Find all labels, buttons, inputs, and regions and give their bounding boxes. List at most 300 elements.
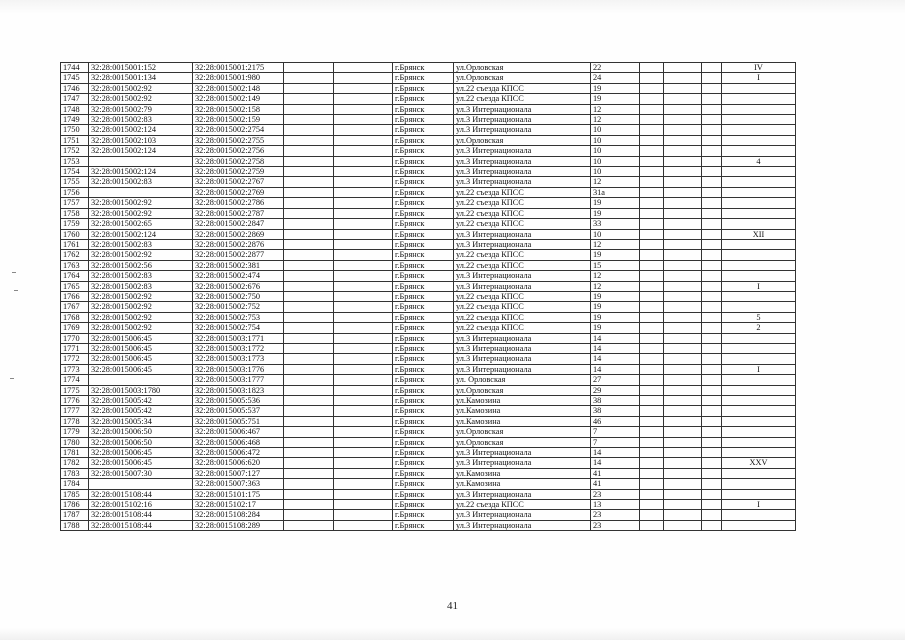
cell-house: 15 — [591, 260, 640, 270]
cell-object-cadastral: 32:28:0015006:467 — [193, 427, 284, 437]
cell-number: 1783 — [61, 468, 89, 478]
cell-empty — [664, 208, 702, 218]
table-row — [61, 146, 796, 156]
cell-number: 1770 — [61, 333, 89, 343]
cell-city: г.Брянск — [393, 208, 454, 218]
cell-empty — [334, 291, 393, 301]
cell-empty — [334, 468, 393, 478]
cell-empty — [640, 323, 664, 333]
table-row — [61, 271, 796, 281]
cell-empty — [284, 520, 334, 530]
cell-empty — [640, 73, 664, 83]
cell-empty — [664, 396, 702, 406]
cell-object-cadastral: 32:28:0015003:1771 — [193, 333, 284, 343]
cell-empty — [640, 520, 664, 530]
cell-empty — [640, 302, 664, 312]
cell-city: г.Брянск — [393, 125, 454, 135]
cell-parcel-cadastral: 32:28:0015005:34 — [89, 416, 193, 426]
cell-empty — [284, 63, 334, 73]
cell-apartment — [722, 406, 796, 416]
cell-parcel-cadastral: 32:28:0015002:92 — [89, 302, 193, 312]
cell-empty — [334, 302, 393, 312]
cell-object-cadastral: 32:28:0015108:289 — [193, 520, 284, 530]
cell-house: 13 — [591, 500, 640, 510]
cell-empty — [284, 416, 334, 426]
table-row — [61, 396, 796, 406]
cell-house: 14 — [591, 364, 640, 374]
cell-street: ул.Орловская — [454, 427, 591, 437]
cell-apartment — [722, 427, 796, 437]
table-row — [61, 260, 796, 270]
cell-city: г.Брянск — [393, 323, 454, 333]
cell-object-cadastral: 32:28:0015001:980 — [193, 73, 284, 83]
cell-empty — [664, 500, 702, 510]
cell-house: 12 — [591, 177, 640, 187]
cell-empty — [640, 333, 664, 343]
cell-city: г.Брянск — [393, 83, 454, 93]
cell-empty — [334, 385, 393, 395]
cell-parcel-cadastral: 32:28:0015006:45 — [89, 458, 193, 468]
cell-object-cadastral: 32:28:0015002:158 — [193, 104, 284, 114]
cell-house: 12 — [591, 104, 640, 114]
table-row — [61, 156, 796, 166]
cell-empty — [664, 333, 702, 343]
table-row — [61, 219, 796, 229]
cell-city: г.Брянск — [393, 146, 454, 156]
cell-empty — [284, 187, 334, 197]
cell-empty — [702, 156, 722, 166]
cell-empty — [664, 448, 702, 458]
cell-empty — [702, 271, 722, 281]
cell-object-cadastral: 32:28:0015002:2756 — [193, 146, 284, 156]
cell-apartment — [722, 385, 796, 395]
cell-house: 19 — [591, 94, 640, 104]
cell-apartment — [722, 167, 796, 177]
cell-city: г.Брянск — [393, 94, 454, 104]
cell-number: 1769 — [61, 323, 89, 333]
cell-empty — [702, 239, 722, 249]
cell-number: 1785 — [61, 489, 89, 499]
cell-apartment: 5 — [722, 312, 796, 322]
cell-empty — [334, 510, 393, 520]
cell-empty — [334, 437, 393, 447]
cell-empty — [664, 229, 702, 239]
cell-number: 1760 — [61, 229, 89, 239]
cell-street: ул.22 съезда КПСС — [454, 312, 591, 322]
cell-empty — [284, 489, 334, 499]
cell-empty — [334, 448, 393, 458]
cell-empty — [334, 354, 393, 364]
cell-street: ул.3 Интернационала — [454, 239, 591, 249]
cell-empty — [702, 354, 722, 364]
cell-number: 1779 — [61, 427, 89, 437]
cell-object-cadastral: 32:28:0015002:2754 — [193, 125, 284, 135]
cell-empty — [334, 489, 393, 499]
cell-empty — [640, 219, 664, 229]
cell-parcel-cadastral: 32:28:0015002:92 — [89, 208, 193, 218]
cell-street: ул.3 Интернационала — [454, 156, 591, 166]
cell-apartment — [722, 448, 796, 458]
cell-parcel-cadastral: 32:28:0015002:56 — [89, 260, 193, 270]
cell-empty — [664, 354, 702, 364]
cell-empty — [702, 323, 722, 333]
cell-street: ул.3 Интернационала — [454, 510, 591, 520]
cell-empty — [702, 302, 722, 312]
cell-house: 14 — [591, 333, 640, 343]
cell-apartment — [722, 260, 796, 270]
cell-empty — [664, 104, 702, 114]
cell-street: ул.3 Интернационала — [454, 489, 591, 499]
cell-empty — [702, 219, 722, 229]
cell-empty — [702, 73, 722, 83]
cell-object-cadastral: 32:28:0015002:2767 — [193, 177, 284, 187]
cell-house: 19 — [591, 83, 640, 93]
cell-empty — [640, 146, 664, 156]
cell-empty — [284, 375, 334, 385]
cell-empty — [284, 291, 334, 301]
cell-empty — [664, 458, 702, 468]
cell-house: 19 — [591, 250, 640, 260]
cell-apartment — [722, 187, 796, 197]
cell-empty — [702, 510, 722, 520]
cell-empty — [664, 323, 702, 333]
cell-empty — [702, 281, 722, 291]
cell-city: г.Брянск — [393, 427, 454, 437]
cell-street: ул.Орловская — [454, 437, 591, 447]
cell-empty — [664, 510, 702, 520]
cell-apartment: I — [722, 281, 796, 291]
cell-empty — [640, 208, 664, 218]
cell-city: г.Брянск — [393, 458, 454, 468]
cell-object-cadastral: 32:28:0015002:2755 — [193, 135, 284, 145]
cell-apartment — [722, 125, 796, 135]
cell-parcel-cadastral: 32:28:0015006:45 — [89, 364, 193, 374]
cell-empty — [640, 239, 664, 249]
cell-apartment — [722, 208, 796, 218]
cell-empty — [334, 135, 393, 145]
cell-empty — [334, 281, 393, 291]
cell-empty — [640, 260, 664, 270]
cell-parcel-cadastral: 32:28:0015002:92 — [89, 323, 193, 333]
cell-empty — [640, 125, 664, 135]
cell-empty — [702, 343, 722, 353]
cell-empty — [702, 364, 722, 374]
cell-apartment — [722, 510, 796, 520]
cell-street: ул.3 Интернационала — [454, 333, 591, 343]
cell-empty — [284, 104, 334, 114]
cell-empty — [640, 198, 664, 208]
cell-empty — [334, 271, 393, 281]
cell-empty — [640, 437, 664, 447]
cell-empty — [334, 187, 393, 197]
cell-object-cadastral: 32:28:0015002:676 — [193, 281, 284, 291]
cell-empty — [640, 63, 664, 73]
cell-house: 12 — [591, 281, 640, 291]
cell-city: г.Брянск — [393, 500, 454, 510]
scan-edge-bottom — [0, 628, 905, 640]
cell-apartment: I — [722, 73, 796, 83]
cell-empty — [664, 146, 702, 156]
cell-parcel-cadastral: 32:28:0015002:103 — [89, 135, 193, 145]
cell-street: ул.22 съезда КПСС — [454, 323, 591, 333]
cell-apartment — [722, 250, 796, 260]
table-row — [61, 281, 796, 291]
cell-empty — [640, 416, 664, 426]
cell-empty — [640, 406, 664, 416]
cell-object-cadastral: 32:28:0015002:2869 — [193, 229, 284, 239]
cell-empty — [334, 83, 393, 93]
cell-empty — [284, 354, 334, 364]
cell-house: 38 — [591, 396, 640, 406]
cell-object-cadastral: 32:28:0015003:1776 — [193, 364, 284, 374]
page-number: 41 — [447, 600, 458, 612]
cell-apartment — [722, 271, 796, 281]
cell-apartment — [722, 520, 796, 530]
scan-edge-top — [0, 0, 905, 14]
cell-apartment — [722, 146, 796, 156]
cell-city: г.Брянск — [393, 250, 454, 260]
cell-city: г.Брянск — [393, 177, 454, 187]
table-row — [61, 489, 796, 499]
cell-empty — [284, 94, 334, 104]
cell-apartment — [722, 489, 796, 499]
cell-empty — [640, 458, 664, 468]
cell-empty — [702, 385, 722, 395]
cell-city: г.Брянск — [393, 479, 454, 489]
cell-apartment: I — [722, 364, 796, 374]
cell-empty — [640, 83, 664, 93]
cell-empty — [664, 156, 702, 166]
cell-object-cadastral: 32:28:0015007:127 — [193, 468, 284, 478]
cell-house: 41 — [591, 479, 640, 489]
cell-empty — [664, 167, 702, 177]
table-row — [61, 125, 796, 135]
cell-empty — [284, 343, 334, 353]
cell-parcel-cadastral: 32:28:0015108:44 — [89, 510, 193, 520]
cell-empty — [664, 427, 702, 437]
cell-city: г.Брянск — [393, 63, 454, 73]
cell-city: г.Брянск — [393, 260, 454, 270]
cell-street: ул.3 Интернационала — [454, 448, 591, 458]
cell-street: ул.22 съезда КПСС — [454, 187, 591, 197]
cell-parcel-cadastral — [89, 187, 193, 197]
cell-parcel-cadastral: 32:28:0015007:30 — [89, 468, 193, 478]
cell-parcel-cadastral: 32:28:0015108:44 — [89, 489, 193, 499]
table-row — [61, 427, 796, 437]
cell-street: ул.3 Интернационала — [454, 458, 591, 468]
cell-empty — [284, 125, 334, 135]
cell-empty — [664, 375, 702, 385]
table-row — [61, 167, 796, 177]
cell-house: 19 — [591, 312, 640, 322]
table-row — [61, 510, 796, 520]
cell-street: ул.22 съезда КПСС — [454, 219, 591, 229]
cell-house: 12 — [591, 115, 640, 125]
cell-empty — [640, 135, 664, 145]
cell-empty — [334, 104, 393, 114]
cell-number: 1771 — [61, 343, 89, 353]
cell-empty — [702, 187, 722, 197]
cell-object-cadastral: 32:28:0015005:537 — [193, 406, 284, 416]
cell-street: ул.22 съезда КПСС — [454, 500, 591, 510]
table-row — [61, 187, 796, 197]
cell-empty — [334, 375, 393, 385]
cell-city: г.Брянск — [393, 510, 454, 520]
cell-empty — [284, 468, 334, 478]
cell-empty — [702, 520, 722, 530]
cell-empty — [640, 448, 664, 458]
cell-object-cadastral: 32:28:0015002:148 — [193, 83, 284, 93]
cell-empty — [640, 385, 664, 395]
cell-apartment — [722, 333, 796, 343]
cell-city: г.Брянск — [393, 115, 454, 125]
cell-empty — [284, 396, 334, 406]
cell-empty — [664, 239, 702, 249]
cell-house: 19 — [591, 291, 640, 301]
cell-empty — [334, 500, 393, 510]
cell-object-cadastral: 32:28:0015002:2758 — [193, 156, 284, 166]
cell-empty — [664, 94, 702, 104]
cell-number: 1752 — [61, 146, 89, 156]
cell-number: 1788 — [61, 520, 89, 530]
cell-object-cadastral: 32:28:0015108:284 — [193, 510, 284, 520]
cell-city: г.Брянск — [393, 281, 454, 291]
cell-empty — [664, 489, 702, 499]
cell-city: г.Брянск — [393, 406, 454, 416]
cell-parcel-cadastral — [89, 156, 193, 166]
cell-city: г.Брянск — [393, 416, 454, 426]
cell-city: г.Брянск — [393, 396, 454, 406]
cell-object-cadastral: 32:28:0015002:752 — [193, 302, 284, 312]
table-row — [61, 73, 796, 83]
cell-empty — [334, 520, 393, 530]
cell-street: ул.Орловская — [454, 63, 591, 73]
cell-house: 31а — [591, 187, 640, 197]
cell-empty — [702, 260, 722, 270]
cell-street: ул.Орловская — [454, 135, 591, 145]
cell-street: ул.3 Интернационала — [454, 520, 591, 530]
cell-empty — [284, 115, 334, 125]
table-row — [61, 354, 796, 364]
cell-object-cadastral: 32:28:0015005:536 — [193, 396, 284, 406]
cell-empty — [334, 167, 393, 177]
cell-apartment — [722, 302, 796, 312]
cell-street: ул.3 Интернационала — [454, 125, 591, 135]
cell-city: г.Брянск — [393, 312, 454, 322]
cell-empty — [334, 125, 393, 135]
cell-empty — [664, 291, 702, 301]
cell-empty — [664, 385, 702, 395]
cell-city: г.Брянск — [393, 167, 454, 177]
cell-number: 1747 — [61, 94, 89, 104]
cell-parcel-cadastral: 32:28:0015001:134 — [89, 73, 193, 83]
cell-empty — [334, 250, 393, 260]
cell-city: г.Брянск — [393, 156, 454, 166]
cell-apartment — [722, 219, 796, 229]
cell-object-cadastral: 32:28:0015003:1823 — [193, 385, 284, 395]
cell-empty — [334, 219, 393, 229]
table-row — [61, 208, 796, 218]
cell-city: г.Брянск — [393, 437, 454, 447]
cell-empty — [702, 135, 722, 145]
cell-empty — [640, 312, 664, 322]
cell-empty — [640, 364, 664, 374]
table-row — [61, 500, 796, 510]
table-row — [61, 406, 796, 416]
cell-number: 1786 — [61, 500, 89, 510]
cell-empty — [334, 333, 393, 343]
table-row — [61, 115, 796, 125]
cell-apartment — [722, 468, 796, 478]
cell-house: 12 — [591, 239, 640, 249]
cell-number: 1755 — [61, 177, 89, 187]
cell-house: 24 — [591, 73, 640, 83]
cell-street: ул.Камозина — [454, 468, 591, 478]
cell-empty — [640, 156, 664, 166]
cell-empty — [640, 343, 664, 353]
cell-parcel-cadastral — [89, 375, 193, 385]
cell-parcel-cadastral: 32:28:0015002:92 — [89, 291, 193, 301]
cell-empty — [702, 479, 722, 489]
cell-empty — [640, 229, 664, 239]
cell-empty — [640, 396, 664, 406]
cell-house: 38 — [591, 406, 640, 416]
cell-number: 1780 — [61, 437, 89, 447]
scan-speck — [12, 272, 16, 273]
cell-empty — [664, 135, 702, 145]
table-row — [61, 239, 796, 249]
cell-empty — [702, 312, 722, 322]
cell-number: 1757 — [61, 198, 89, 208]
cell-empty — [664, 115, 702, 125]
cell-street: ул.22 съезда КПСС — [454, 302, 591, 312]
cell-apartment — [722, 135, 796, 145]
cell-empty — [284, 333, 334, 343]
cell-parcel-cadastral: 32:28:0015002:83 — [89, 281, 193, 291]
cell-parcel-cadastral: 32:28:0015002:79 — [89, 104, 193, 114]
cell-house: 14 — [591, 458, 640, 468]
cell-parcel-cadastral: 32:28:0015002:92 — [89, 198, 193, 208]
cell-empty — [334, 458, 393, 468]
cell-empty — [284, 323, 334, 333]
cell-object-cadastral: 32:28:0015005:751 — [193, 416, 284, 426]
cell-parcel-cadastral: 32:28:0015002:83 — [89, 177, 193, 187]
cell-number: 1748 — [61, 104, 89, 114]
cell-parcel-cadastral: 32:28:0015002:92 — [89, 94, 193, 104]
cell-empty — [334, 312, 393, 322]
cell-apartment — [722, 115, 796, 125]
cell-empty — [664, 416, 702, 426]
cell-object-cadastral: 32:28:0015002:754 — [193, 323, 284, 333]
cell-empty — [640, 510, 664, 520]
cell-empty — [664, 406, 702, 416]
cell-empty — [640, 177, 664, 187]
cell-empty — [702, 177, 722, 187]
cell-empty — [702, 375, 722, 385]
table-row — [61, 468, 796, 478]
cell-parcel-cadastral: 32:28:0015108:44 — [89, 520, 193, 530]
cell-empty — [640, 250, 664, 260]
cell-empty — [334, 323, 393, 333]
cell-city: г.Брянск — [393, 239, 454, 249]
cell-empty — [702, 448, 722, 458]
cell-empty — [640, 104, 664, 114]
cell-empty — [640, 479, 664, 489]
cell-object-cadastral: 32:28:0015002:2877 — [193, 250, 284, 260]
cell-number: 1787 — [61, 510, 89, 520]
cell-apartment — [722, 343, 796, 353]
cell-apartment: IV — [722, 63, 796, 73]
